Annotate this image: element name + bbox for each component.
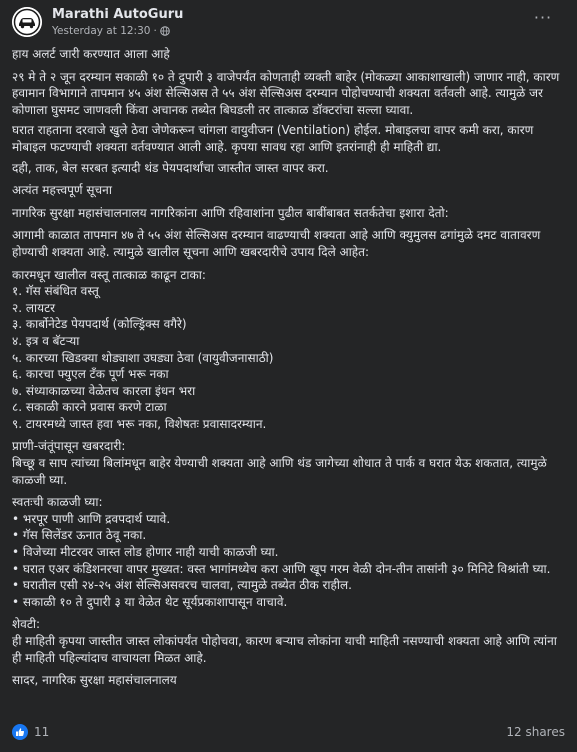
list-item: ७. संध्याकाळच्या वेळेतच कारला इंधन भरा	[12, 383, 196, 398]
paragraph-drinks: दही, ताक, बेल सरबत इत्यादी थंड पेयपदार्थांचा जास्तीत जास्त वापर करा.	[12, 160, 329, 175]
paragraph-civil-defence: नागरिक सुरक्षा महासंचालनालय नागरिकांना आणि रहिवाशांना पुढील बाबींबाबत सतर्कतेचा इशारा देतो:	[12, 205, 449, 220]
post-meta	[52, 25, 170, 37]
reaction-count[interactable]: 11	[34, 725, 50, 739]
post-header	[0, 0, 577, 44]
list-item: • भरपूर पाणी आणि द्रवपदार्थ प्यावे.	[12, 511, 171, 526]
list-item: ९. टायरमध्ये जास्त हवा भरू नका, विशेषतः प्रवासादरम्यान.	[12, 416, 267, 431]
share-count[interactable]: 12 shares	[506, 725, 565, 739]
car-heading: कारमधून खालील वस्तू तात्काळ काढून टाका:	[12, 267, 206, 282]
post-title: हाय अलर्ट जारी करण्यात आला आहे	[12, 47, 170, 61]
list-item: २. लायटर	[12, 300, 56, 315]
self-care-list	[12, 511, 565, 611]
important-heading: अत्यंत महत्त्वपूर्ण सूचना	[12, 183, 112, 198]
list-item: ६. कारचा फ्युएल टँक पूर्ण भरू नका	[12, 367, 169, 382]
page-avatar[interactable]	[12, 7, 42, 37]
page-name[interactable]: Marathi AutoGuru	[52, 7, 184, 22]
meta-separator: ·	[153, 25, 157, 37]
self-care-heading: स्वतःची काळजी घ्या:	[12, 495, 103, 510]
list-item: ८. सकाळी कारने प्रवास करणे टाळा	[12, 400, 167, 415]
car-list	[12, 283, 565, 432]
paragraph-ventilation: घरात राहताना दरवाजे खुले ठेवा जेणेकरून चांगला वायुवीजन (Ventilation) होईल. मोबाइलचा वापर कमी करा, कारण मोबाइल फटण्याची शक्यता वर्तवण्यात आली आहे. कृपया सावध रहा आणि इतरांनाही ही माहिती द्या.	[12, 123, 534, 154]
globe-icon	[160, 26, 170, 36]
engagement-bar	[12, 722, 565, 744]
paragraph-temperature: आगामी काळात तापमान ४७ ते ५५ अंश सेल्सिअस दरम्यान वाढण्याची शक्यता आहे आणि क्युमुलस ढगांमुळे दमट वातावरण होण्याची शक्यता आहे. त्यामुळे खालील सूचना आणि खबरदारीचे उपाय दिले आहेत:	[12, 228, 541, 259]
animal-text: बिच्छू व साप त्यांच्या बिलांमधून बाहेर येण्याची शक्यता आहे आणि थंड जागेच्या शोधात ते पार्क व घरात येऊ शकतात, त्यामुळे काळजी घ्या.	[12, 456, 547, 487]
closing-heading: शेवटी:	[12, 617, 41, 632]
list-item: १. गॅस संबंधित वस्तू	[12, 284, 99, 299]
car-logo-icon	[12, 7, 42, 37]
list-item: • विजेच्या मीटरवर जास्त लोड होणार नाही याची काळजी घ्या.	[12, 545, 279, 560]
more-options-icon[interactable]: ···	[533, 8, 553, 27]
list-item: • गॅस सिलेंडर ऊनात ठेवू नका.	[12, 528, 147, 543]
paragraph-heat-warning: २९ मे ते २ जून दरम्यान सकाळी १० ते दुपारी ३ वाजेपर्यंत कोणताही व्यक्ती बाहेर (मोकळ्या आकाशाखाली) जाणार नाही, कारण हवामान विभागाने तापमान ४५ अंश सेल्सिअस ते ५५ अंश सेल्सिअस दरम्यान पोहोचण्याची शक्यता वर्तवली आहे. त्यामुळे जर कोणाला घुसमट जाणवली किंवा अचानक तब्येत बिघडली तर तात्काळ डॉक्टरांचा सल्ला घ्यावा.	[12, 69, 560, 117]
closing-text: ही माहिती कृपया जास्तीत जास्त लोकांपर्यंत पोहोचवा, कारण बऱ्याच लोकांना याची माहिती नसण्याची शक्यता आहे आणि त्यांना ही माहिती पहिल्यांदाच वाचायला मिळत आहे.	[12, 634, 557, 665]
list-item: • सकाळी १० ते दुपारी ३ या वेळेत थेट सूर्यप्रकाशापासून वाचावे.	[12, 594, 288, 609]
like-reaction-icon[interactable]	[12, 724, 28, 740]
list-item: ५. कारच्या खिडक्या थोड्याशा उघड्या ठेवा (वायुवीजनासाठी)	[12, 350, 274, 365]
thumbs-up-icon	[15, 727, 25, 737]
post-timestamp[interactable]: Yesterday at 12:30	[52, 25, 151, 37]
signature: सादर, नागरिक सुरक्षा महासंचालनालय	[12, 673, 177, 688]
list-item: ४. इत्र व बॅटऱ्या	[12, 333, 80, 348]
animal-heading: प्राणी-जंतूंपासून खबरदारी:	[12, 439, 126, 454]
post-body	[12, 46, 565, 693]
list-item: • घरातील एसी २४-२५ अंश सेल्सिअसवरच चालवा, त्यामुळे तब्येत ठीक राहील.	[12, 578, 352, 593]
list-item: ३. कार्बोनेटेड पेयपदार्थ (कोल्ड्रिंक्स वगैरे)	[12, 317, 187, 332]
list-item: • घरात एअर कंडिशनरचा वापर मुख्यत: वस्त भागांमध्येच करा आणि खूप गरम वेळी दोन-तीन तासांनी ३० मिनिटे विश्रांती घ्या.	[12, 561, 551, 576]
